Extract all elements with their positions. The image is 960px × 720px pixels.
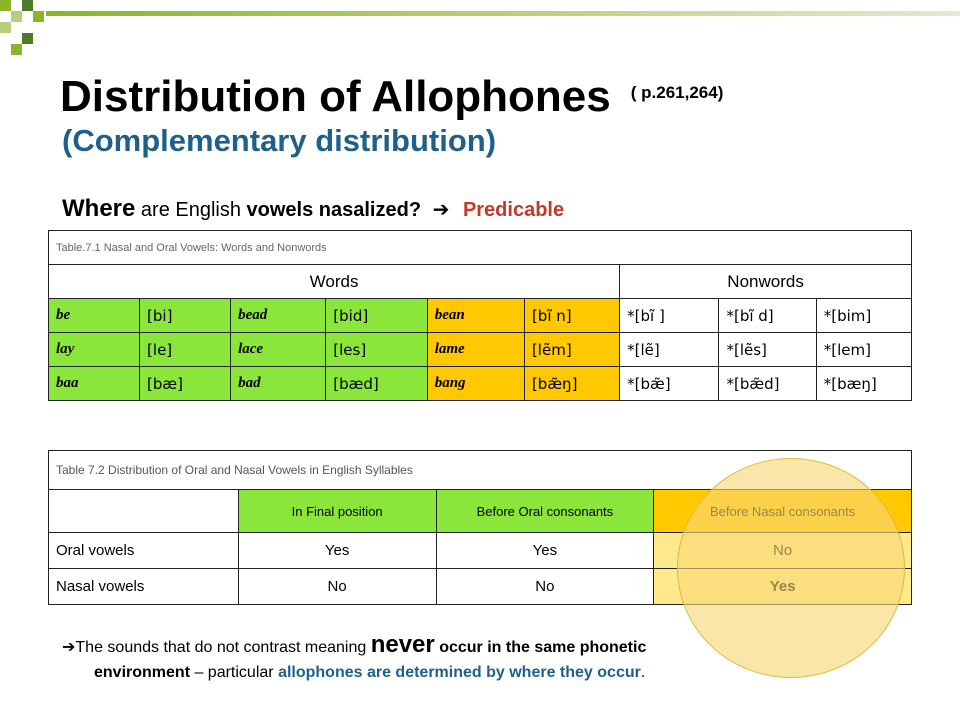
table-cell: bead xyxy=(231,299,326,333)
table-cell: lace xyxy=(231,333,326,367)
page-reference: ( p.261,264) xyxy=(630,83,724,103)
table-cell: bean xyxy=(427,299,524,333)
table-cell: bang xyxy=(427,367,524,401)
corner-square xyxy=(0,0,11,11)
table-cell: lame xyxy=(427,333,524,367)
corner-square xyxy=(0,22,11,33)
corner-square xyxy=(33,11,44,22)
table-cell: bad xyxy=(231,367,326,401)
table-cell: [bæd] xyxy=(326,367,427,401)
table-cell: *[bĩ d] xyxy=(719,299,816,333)
table-cell: lay xyxy=(49,333,140,367)
answer-predicable: Predicable xyxy=(462,199,565,221)
table1-header-nonwords: Nonwords xyxy=(620,265,912,299)
arrow-right-icon: ➔ xyxy=(62,639,76,656)
corner-square xyxy=(11,11,22,22)
table-cell: [bæ̃ŋ] xyxy=(524,367,619,401)
conclusion-text: ➔The sounds that do not contrast meaning never occur in the same phonetic environment – particular allophones are determined by where they occur. xyxy=(62,631,647,681)
table-cell: *[lẽs] xyxy=(719,333,816,367)
corner-square xyxy=(22,33,33,44)
table-row xyxy=(49,333,912,367)
table-cell: *[lẽ] xyxy=(620,333,719,367)
slide-title: Distribution of Allophones ( p.261,264) xyxy=(60,72,724,121)
allophones-determined: allophones are determined by where they occur xyxy=(278,664,641,681)
emphasis-never: never xyxy=(370,631,435,658)
corner-square xyxy=(11,44,22,55)
table2-header-blank xyxy=(49,490,239,533)
row-label-oral-vowels: Oral vowels xyxy=(49,533,239,569)
table-cell: *[lem] xyxy=(816,333,911,367)
table-cell: [le] xyxy=(140,333,231,367)
table1-caption: Table.7.1 Nasal and Oral Vowels: Words and Nonwords xyxy=(49,231,912,265)
slide-subtitle: (Complementary distribution) xyxy=(62,123,497,158)
top-accent-bar xyxy=(46,11,960,16)
table-cell: No xyxy=(436,569,654,605)
arrow-right-icon: ➔ xyxy=(432,199,450,221)
table-cell: *[bim] xyxy=(816,299,911,333)
table-cell: No xyxy=(238,569,436,605)
table-cell: [bid] xyxy=(326,299,427,333)
table-cell: be xyxy=(49,299,140,333)
table2-header-oral: Before Oral consonants xyxy=(436,490,654,533)
table-nasal-oral-vowels xyxy=(48,230,912,401)
corner-square xyxy=(22,0,33,11)
table-cell: [bæ] xyxy=(140,367,231,401)
table-cell: [lẽm] xyxy=(524,333,619,367)
table-cell: *[bĩ ] xyxy=(620,299,719,333)
question-where: Where xyxy=(62,195,136,222)
table-row xyxy=(49,299,912,333)
question-line xyxy=(62,195,564,223)
table-row xyxy=(49,367,912,401)
table-cell: *[bæ̃] xyxy=(620,367,719,401)
table2-caption: Table 7.2 Distribution of Oral and Nasal Vowels in English Syllables xyxy=(49,451,912,490)
table-cell: baa xyxy=(49,367,140,401)
table-cell: [bĩ n] xyxy=(524,299,619,333)
table-cell: *[bæŋ] xyxy=(816,367,911,401)
table-cell: [les] xyxy=(326,333,427,367)
table-cell: [bi] xyxy=(140,299,231,333)
table-cell: Yes xyxy=(436,533,654,569)
table2-header-final: In Final position xyxy=(238,490,436,533)
question-are-english: are English xyxy=(135,199,247,221)
table1-header-words: Words xyxy=(49,265,620,299)
row-label-nasal-vowels: Nasal vowels xyxy=(49,569,239,605)
table-cell: Yes xyxy=(238,533,436,569)
question-vowels: vowels nasalized? xyxy=(246,199,422,221)
table-cell: *[bæ̃d] xyxy=(719,367,816,401)
